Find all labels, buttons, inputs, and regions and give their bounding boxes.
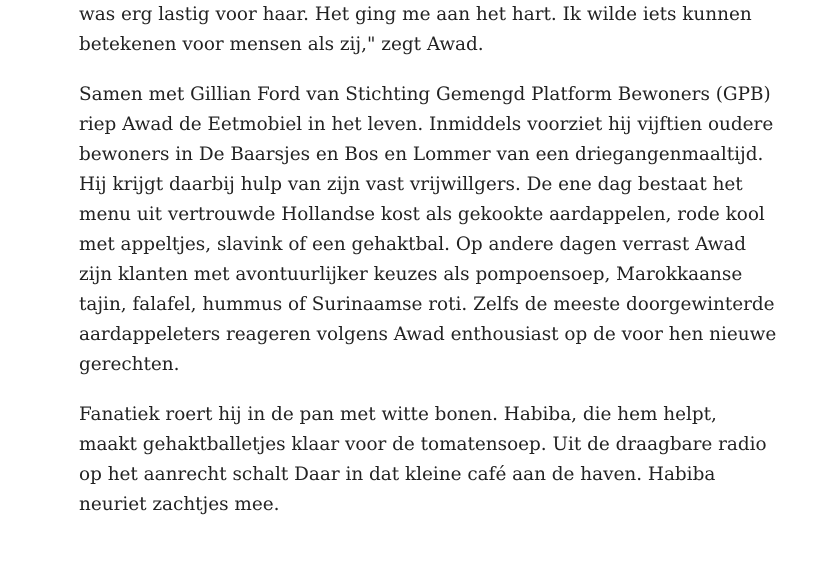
paragraph-line: aardappeleters reageren volgens Awad enthousiast op de voor hen nieuwe: [79, 324, 777, 345]
article-paragraph-1: [79, 0, 752, 60]
paragraph-line: gerechten.: [79, 354, 180, 375]
paragraph-line: zijn klanten met avontuurlijker keuzes als pompoensoep, Marokkaanse: [79, 264, 743, 285]
paragraph-line: bewoners in De Baarsjes en Bos en Lommer van een driegangenmaaltijd.: [79, 144, 764, 165]
paragraph-line: Samen met Gillian Ford van Stichting Gemengd Platform Bewoners (GPB): [79, 84, 771, 105]
paragraph-line: met appeltjes, slavink of een gehaktbal. Op andere dagen verrast Awad: [79, 234, 747, 255]
paragraph-line: betekenen voor mensen als zij," zegt Awad.: [79, 34, 484, 55]
article-paragraph-2: [79, 80, 776, 380]
article-paragraph-3: [79, 400, 767, 520]
paragraph-line: tajin, falafel, hummus of Surinaamse roti. Zelfs de meeste doorgewinterde: [79, 294, 775, 315]
paragraph-line: Fanatiek roert hij in de pan met witte bonen. Habiba, die hem helpt,: [79, 404, 717, 425]
paragraph-line: Hij krijgt daarbij hulp van zijn vast vrijwillgers. De ene dag bestaat het: [79, 174, 743, 195]
paragraph-line: riep Awad de Eetmobiel in het leven. Inmiddels voorziet hij vijftien oudere: [79, 114, 774, 135]
paragraph-line: neuriet zachtjes mee.: [79, 494, 280, 515]
paragraph-line: op het aanrecht schalt Daar in dat kleine café aan de haven. Habiba: [79, 464, 716, 485]
paragraph-line: was erg lastig voor haar. Het ging me aan het hart. Ik wilde iets kunnen: [79, 4, 752, 25]
paragraph-line: menu uit vertrouwde Hollandse kost als gekookte aardappelen, rode kool: [79, 204, 765, 225]
paragraph-line: maakt gehaktballetjes klaar voor de tomatensoep. Uit de draagbare radio: [79, 434, 767, 455]
